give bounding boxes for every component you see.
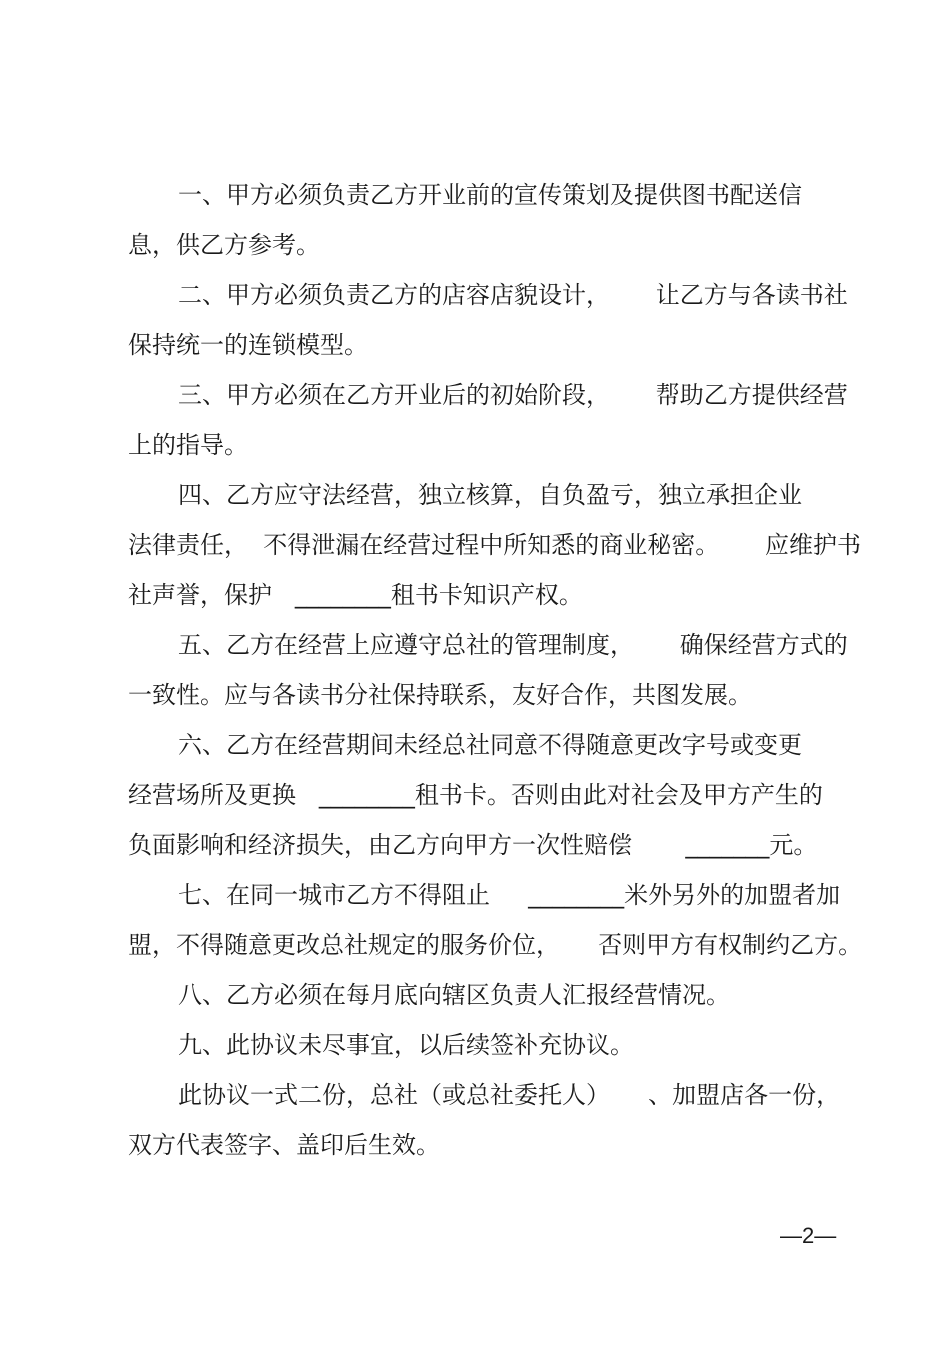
clause-6-line-2: 经营场所及更换 ________租书卡。否则由此对社会及甲方产生的 [128,781,823,809]
clause-1-line-1: 一、甲方必须负责乙方开业前的宣传策划及提供图书配送信 [178,181,802,209]
page-number: —2— [780,1223,837,1248]
closing-line-2: 双方代表签字、盖印后生效。 [128,1131,440,1159]
clause-2-line-2: 保持统一的连锁模型。 [128,331,368,359]
clause-3-line-2: 上的指导。 [128,431,248,459]
clause-4-line-2: 法律责任， 不得泄漏在经营过程中所知悉的商业秘密。 应维护书 [128,531,862,559]
clause-3-line-1: 三、甲方必须在乙方开业后的初始阶段， 帮助乙方提供经营 [178,381,848,409]
closing-line-1: 此协议一式二份，总社（或总社委托人） 、加盟店各一份， [178,1081,841,1109]
clause-8-line-1: 八、乙方必须在每月底向辖区负责人汇报经营情况。 [178,981,730,1009]
clause-7-line-2: 盟，不得随意更改总社规定的服务价位， 否则甲方有权制约乙方。 [128,931,863,959]
clause-1-line-2: 息，供乙方参考。 [128,231,320,259]
clause-6-line-3: 负面影响和经济损失，由乙方向甲方一次性赔偿 _______元。 [128,831,818,859]
clause-6-line-1: 六、乙方在经营期间未经总社同意不得随意更改字号或变更 [178,731,802,759]
clause-4-line-3: 社声誉，保护 ________租书卡知识产权。 [128,581,583,609]
clause-7-line-1: 七、在同一城市乙方不得阻止 ________米外另外的加盟者加 [178,881,841,909]
clause-9-line-1: 九、此协议未尽事宜，以后续签补充协议。 [178,1031,634,1059]
clause-5-line-1: 五、乙方在经营上应遵守总社的管理制度， 确保经营方式的 [178,631,848,659]
clause-4-line-1: 四、乙方应守法经营，独立核算，自负盈亏，独立承担企业 [178,481,802,509]
clause-5-line-2: 一致性。应与各读书分社保持联系，友好合作，共图发展。 [128,681,752,709]
clause-2-line-1: 二、甲方必须负责乙方的店容店貌设计， 让乙方与各读书社 [178,281,848,309]
